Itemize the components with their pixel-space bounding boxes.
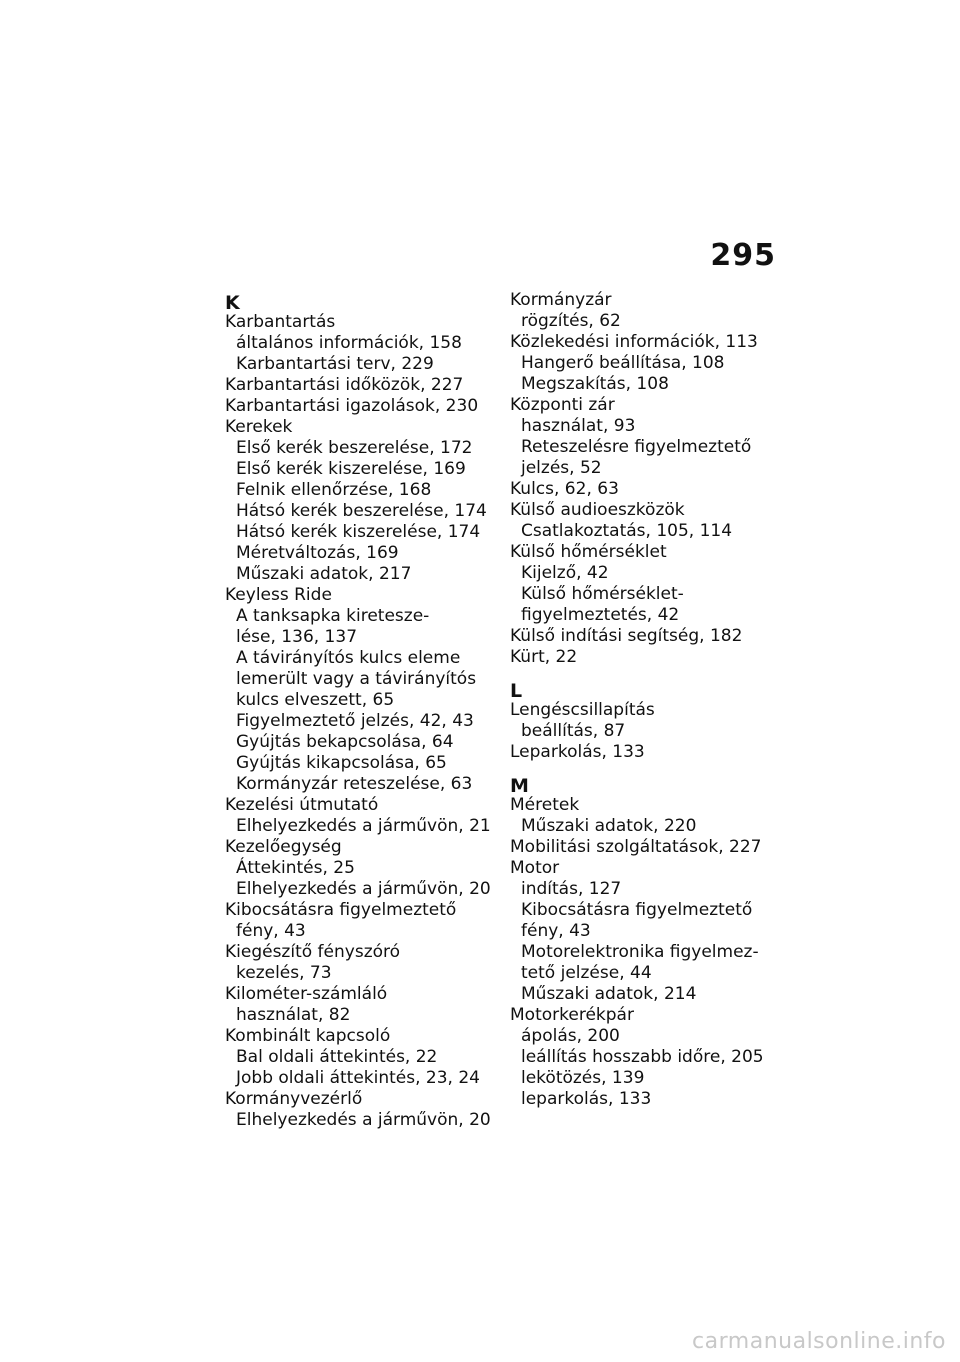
index-entry: Lengéscsillapítás <box>510 700 655 720</box>
index-subentry: Hangerő beállítása, 108 <box>521 353 725 373</box>
index-entry: Kormányzár <box>510 290 612 310</box>
index-subentry: lése, 136, 137 <box>236 627 358 647</box>
index-subentry: Reteszelésre figyelmeztető <box>521 437 752 457</box>
index-subentry: fény, 43 <box>236 921 306 941</box>
index-entry: Leparkolás, 133 <box>510 742 645 762</box>
index-entry: Kulcs, 62, 63 <box>510 479 619 499</box>
index-subentry: Gyújtás kikapcsolása, 65 <box>236 753 447 773</box>
index-subentry: beállítás, 87 <box>521 721 626 741</box>
index-subentry: általános információk, 158 <box>236 333 462 353</box>
index-entry: Motorkerékpár <box>510 1005 634 1025</box>
index-subentry: Külső hőmérséklet- <box>521 584 684 604</box>
index-subentry: Motorelektronika figyelmez- <box>521 942 759 962</box>
index-entry: Külső indítási segítség, 182 <box>510 626 743 646</box>
index-entry: Központi zár <box>510 395 615 415</box>
index-subentry: használat, 82 <box>236 1005 351 1025</box>
index-entry: Keyless Ride <box>225 585 332 605</box>
index-subentry: Figyelmeztető jelzés, 42, 43 <box>236 711 474 731</box>
index-subentry: rögzítés, 62 <box>521 311 621 331</box>
index-entry: Kiegészítő fényszóró <box>225 942 401 962</box>
index-subentry: Méretváltozás, 169 <box>236 543 399 563</box>
index-entry: Mobilitási szolgáltatások, 227 <box>510 837 762 857</box>
index-subentry: A tanksapka kiretesze- <box>236 606 430 626</box>
index-entry: Karbantartás <box>225 312 336 332</box>
index-subentry: ápolás, 200 <box>521 1026 620 1046</box>
index-subentry: Hátsó kerék beszerelése, 174 <box>236 501 487 521</box>
index-entry: Kezelőegység <box>225 837 342 857</box>
index-subentry: lekötözés, 139 <box>521 1068 645 1088</box>
index-subentry: leparkolás, 133 <box>521 1089 652 1109</box>
index-entry: Kilométer-számláló <box>225 984 388 1004</box>
index-subentry: figyelmeztetés, 42 <box>521 605 680 625</box>
index-subentry: Kijelző, 42 <box>521 563 609 583</box>
index-subentry: Jobb oldali áttekintés, 23, 24 <box>236 1068 480 1088</box>
index-subentry: Első kerék kiszerelése, 169 <box>236 459 466 479</box>
index-entry: Közlekedési információk, 113 <box>510 332 758 352</box>
index-entry: Kombinált kapcsoló <box>225 1026 391 1046</box>
page-number: 295 <box>710 238 776 273</box>
index-subentry: Hátsó kerék kiszerelése, 174 <box>236 522 481 542</box>
index-section-letter: K <box>225 292 240 314</box>
index-subentry: Elhelyezkedés a járművön, 21 <box>236 816 491 836</box>
index-subentry: lemerült vagy a távirányítós <box>236 669 477 689</box>
index-column-left <box>225 290 505 1131</box>
index-entry: Karbantartási igazolások, 230 <box>225 396 479 416</box>
index-entry: Kürt, 22 <box>510 647 578 667</box>
index-subentry: leállítás hosszabb időre, 205 <box>521 1047 764 1067</box>
index-section-letter: L <box>510 680 523 702</box>
index-entry: Kezelési útmutató <box>225 795 379 815</box>
index-subentry: Gyújtás bekapcsolása, 64 <box>236 732 454 752</box>
index-section-letter: M <box>510 775 529 797</box>
index-subentry: Első kerék beszerelése, 172 <box>236 438 473 458</box>
index-subentry: használat, 93 <box>521 416 636 436</box>
index-entry: Kormányvezérlő <box>225 1089 363 1109</box>
index-entry: Motor <box>510 858 560 878</box>
index-subentry: Kormányzár reteszelése, 63 <box>236 774 473 794</box>
index-entry: Karbantartási időközök, 227 <box>225 375 464 395</box>
index-subentry: jelzés, 52 <box>521 458 602 478</box>
index-subentry: Megszakítás, 108 <box>521 374 669 394</box>
index-subentry: Elhelyezkedés a járművön, 20 <box>236 879 491 899</box>
index-subentry: Karbantartási terv, 229 <box>236 354 434 374</box>
index-entry: Külső hőmérséklet <box>510 542 667 562</box>
index-subentry: Műszaki adatok, 214 <box>521 984 697 1004</box>
index-subentry: Kibocsátásra figyelmeztető <box>521 900 753 920</box>
index-subentry: Elhelyezkedés a járművön, 20 <box>236 1110 491 1130</box>
index-subentry: Műszaki adatok, 217 <box>236 564 412 584</box>
index-column-right <box>510 290 790 1110</box>
index-subentry: Felnik ellenőrzése, 168 <box>236 480 432 500</box>
index-subentry: Csatlakoztatás, 105, 114 <box>521 521 733 541</box>
index-entry: Méretek <box>510 795 580 815</box>
index-subentry: Műszaki adatok, 220 <box>521 816 697 836</box>
index-entry: Kerekek <box>225 417 293 437</box>
index-subentry: Áttekintés, 25 <box>236 858 355 878</box>
index-subentry: A távirányítós kulcs eleme <box>236 648 461 668</box>
index-subentry: kezelés, 73 <box>236 963 332 983</box>
index-subentry: Bal oldali áttekintés, 22 <box>236 1047 438 1067</box>
index-subentry: fény, 43 <box>521 921 591 941</box>
footer-watermark: carmanualsonline.info <box>692 1329 946 1354</box>
index-subentry: kulcs elveszett, 65 <box>236 690 395 710</box>
index-entry: Kibocsátásra figyelmeztető <box>225 900 457 920</box>
index-entry: Külső audioeszközök <box>510 500 685 520</box>
index-subentry: indítás, 127 <box>521 879 622 899</box>
index-subentry: tető jelzése, 44 <box>521 963 652 983</box>
